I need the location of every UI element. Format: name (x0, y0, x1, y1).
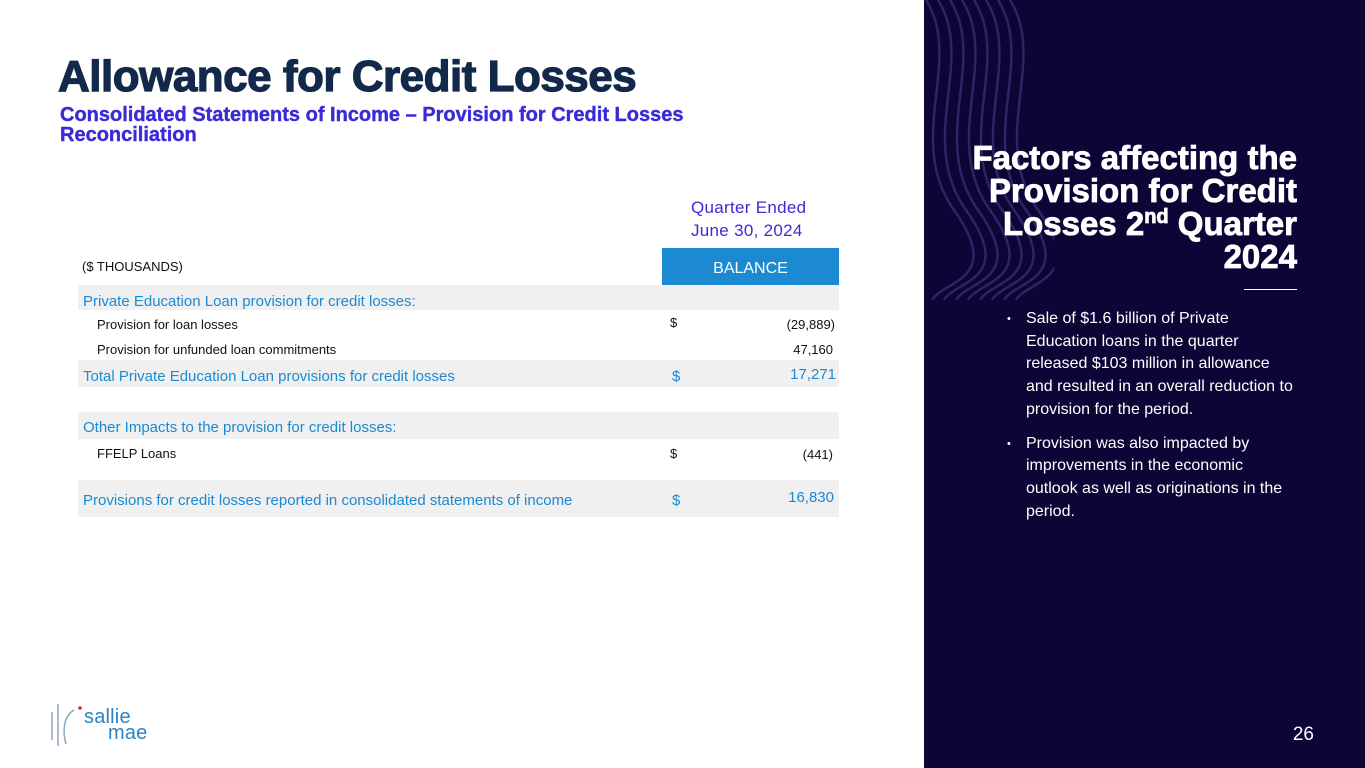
factors-heading (937, 141, 1297, 273)
bullet-icon: • (1007, 437, 1011, 450)
factors-bullet-list (1004, 308, 1294, 534)
row-dollar-sign: $ (670, 315, 678, 330)
row-value: 16,830 (788, 489, 834, 506)
factors-heading-part1: Factors affecting the Provision for Credit Losses 2 (972, 139, 1297, 242)
row-dollar-sign: $ (672, 368, 681, 385)
page-number: 26 (1292, 724, 1314, 745)
logo-mark-icon (48, 700, 82, 748)
row-value: 17,271 (790, 366, 836, 383)
row-value: (441) (802, 447, 833, 462)
bullet-icon: • (1007, 313, 1011, 325)
row-label: Provision for unfunded loan commitments (97, 342, 337, 357)
table-row-total-reported (78, 480, 839, 517)
bullet-text: Provision was also impacted by improvements in the economic outlook as well as originations in the period. (1026, 434, 1283, 520)
row-dollar-sign: $ (672, 492, 681, 509)
table-row-section-other-impacts (78, 412, 839, 439)
row-label: Private Education Loan provision for credit losses: (83, 293, 416, 310)
row-label: Provision for loan losses (97, 317, 238, 332)
row-value: 47,160 (793, 342, 833, 357)
balance-header: BALANCE (662, 248, 839, 285)
table-row-section-private-education (78, 285, 839, 310)
row-value: (29,889) (786, 317, 835, 332)
factors-heading-part2: Quarter 2024 (1168, 205, 1297, 275)
row-label: Other Impacts to the provision for credit losses: (83, 419, 397, 436)
row-dollar-sign: $ (670, 446, 678, 461)
column-header-line2: June 30, 2024 (691, 221, 803, 240)
row-label: Total Private Education Loan provisions for credit losses (83, 368, 455, 385)
column-header-line1: Quarter Ended (691, 198, 807, 217)
row-label: Provisions for credit losses reported in consolidated statements of income (83, 492, 573, 509)
sallie-mae-logo (48, 700, 168, 748)
page-subtitle: Consolidated Statements of Income – Provision for Credit Losses Reconciliation (60, 104, 684, 146)
factors-heading-superscript: nd (1144, 206, 1169, 228)
table-row-total-private-education (78, 360, 839, 387)
factors-panel (924, 0, 1365, 768)
logo-text-sallie: sallie (84, 706, 131, 728)
table-row-ffelp-loans (78, 439, 839, 467)
table-row-provision-loan-losses (78, 310, 839, 335)
bullet-item (1004, 308, 1294, 422)
table-row-unfunded-commitments (78, 335, 839, 360)
bullet-item (1004, 433, 1294, 524)
page-title: Allowance for Credit Losses (58, 52, 637, 101)
column-header (691, 196, 806, 242)
bullet-text: Sale of $1.6 billion of Private Education loans in the quarter released $103 million in allowance and resulted in an overall reduction to provision for the period. (1026, 310, 1293, 418)
logo-text-mae: mae (108, 722, 148, 744)
heading-divider (1244, 289, 1297, 290)
row-label: FFELP Loans (97, 446, 177, 461)
units-label: ($ THOUSANDS) (82, 259, 183, 274)
